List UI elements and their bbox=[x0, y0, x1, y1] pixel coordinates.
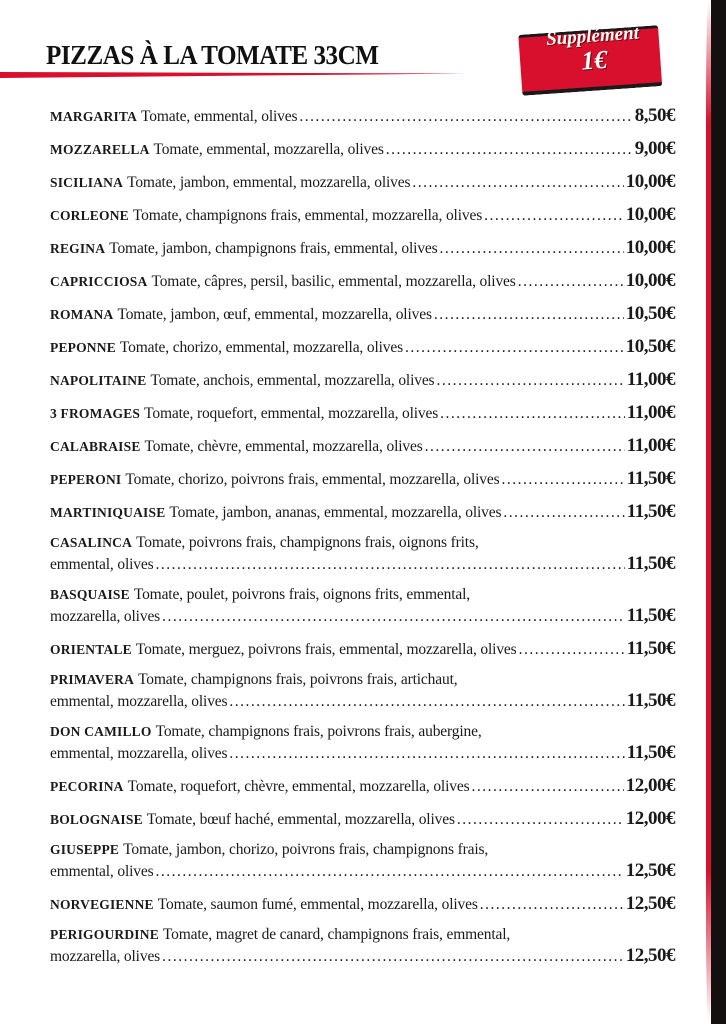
menu-item-line bbox=[50, 808, 675, 827]
pizza-price: 12,00€ bbox=[625, 808, 675, 829]
pizza-price: 11,50€ bbox=[626, 690, 675, 711]
pizza-name: PERIGOURDINE bbox=[50, 927, 159, 942]
dot-leader bbox=[156, 556, 625, 574]
pizza-price: 11,00€ bbox=[626, 369, 675, 390]
pizza-name: CORLEONE bbox=[50, 208, 129, 223]
menu-item bbox=[50, 237, 675, 256]
menu-item-line bbox=[50, 336, 675, 355]
pizza-name: GIUSEPPE bbox=[50, 842, 120, 857]
pizza-name: PEPERONI bbox=[50, 472, 122, 487]
menu-item-line bbox=[50, 926, 675, 945]
pizza-price: 11,00€ bbox=[626, 402, 675, 423]
pizza-ingredients: Tomate, jambon, chorizo, poivrons frais, champignons frais, bbox=[123, 841, 489, 858]
menu-item bbox=[50, 138, 675, 157]
menu-item-line bbox=[50, 534, 675, 553]
dot-leader bbox=[457, 811, 624, 829]
menu-item-line bbox=[50, 303, 675, 322]
dot-leader bbox=[484, 207, 624, 225]
pizza-ingredients-continued: emmental, mozzarella, olives bbox=[50, 693, 228, 710]
dot-leader bbox=[471, 778, 623, 796]
black-edge-band bbox=[711, 0, 726, 1024]
pizza-menu-list bbox=[50, 105, 675, 978]
dot-leader bbox=[434, 306, 624, 324]
pizza-name: PRIMAVERA bbox=[50, 672, 135, 687]
pizza-ingredients: Tomate, jambon, emmental, mozzarella, olives bbox=[127, 174, 411, 191]
pizza-ingredients: Tomate, poivrons frais, champignons frais, oignons frits, bbox=[136, 534, 479, 551]
menu-item bbox=[50, 893, 675, 912]
pizza-ingredients: Tomate, roquefort, emmental, mozzarella, olives bbox=[144, 405, 439, 422]
pizza-price: 10,00€ bbox=[625, 237, 675, 258]
dot-leader bbox=[162, 608, 625, 626]
pizza-ingredients: Tomate, poulet, poivrons frais, oignons frits, emmental, bbox=[133, 586, 471, 603]
pizza-ingredients-continued: emmental, olives bbox=[50, 556, 154, 573]
pizza-ingredients-continued: emmental, mozzarella, olives bbox=[50, 745, 228, 762]
pizza-ingredients: Tomate, champignons frais, emmental, mozzarella, olives bbox=[132, 207, 483, 224]
menu-item bbox=[50, 534, 675, 572]
pizza-name: DON CAMILLO bbox=[50, 724, 152, 739]
pizza-ingredients: Tomate, saumon fumé, emmental, mozzarella, olives bbox=[157, 896, 478, 913]
menu-item-line bbox=[50, 171, 675, 190]
pizza-price: 11,50€ bbox=[626, 742, 675, 763]
badge-price: 1€ bbox=[580, 44, 609, 76]
menu-item bbox=[50, 270, 675, 289]
pizza-price: 11,50€ bbox=[626, 468, 675, 489]
menu-item bbox=[50, 105, 675, 124]
pizza-name: NAPOLITAINE bbox=[50, 373, 147, 388]
dot-leader bbox=[156, 863, 624, 881]
page-title: PIZZAS À LA TOMATE 33CM bbox=[46, 40, 379, 70]
menu-item-line bbox=[50, 105, 675, 124]
pizza-name: BOLOGNAISE bbox=[50, 812, 143, 827]
dot-leader bbox=[519, 641, 625, 659]
pizza-ingredients: Tomate, jambon, ananas, emmental, mozzarella, olives bbox=[169, 504, 502, 521]
pizza-price: 12,50€ bbox=[625, 945, 675, 966]
menu-item-line bbox=[50, 402, 675, 421]
menu-item-line bbox=[50, 690, 675, 709]
menu-item bbox=[50, 402, 675, 421]
menu-item bbox=[50, 586, 675, 624]
pizza-ingredients: Tomate, roquefort, chèvre, emmental, mozzarella, olives bbox=[127, 778, 470, 795]
pizza-name: CASALINCA bbox=[50, 535, 133, 550]
supplement-badge bbox=[518, 19, 662, 95]
pizza-name: ORIENTALE bbox=[50, 642, 132, 657]
pizza-name: MARTINIQUAISE bbox=[50, 505, 166, 520]
menu-item bbox=[50, 468, 675, 487]
pizza-ingredients: Tomate, magret de canard, champignons frais, emmental, bbox=[162, 926, 511, 943]
menu-item-line bbox=[50, 369, 675, 388]
pizza-ingredients: Tomate, champignons frais, poivrons frais, aubergine, bbox=[155, 723, 482, 740]
menu-item bbox=[50, 723, 675, 761]
menu-item-line bbox=[50, 553, 675, 572]
menu-item bbox=[50, 926, 675, 964]
dot-leader bbox=[412, 174, 623, 192]
pizza-name: PEPONNE bbox=[50, 340, 116, 355]
dot-leader bbox=[436, 372, 624, 390]
pizza-price: 12,50€ bbox=[625, 893, 675, 914]
pizza-name: SICILIANA bbox=[50, 175, 124, 190]
dot-leader bbox=[162, 948, 624, 966]
pizza-price: 12,00€ bbox=[625, 775, 675, 796]
dot-leader bbox=[501, 471, 624, 489]
pizza-price: 11,50€ bbox=[626, 501, 675, 522]
dot-leader bbox=[425, 438, 625, 456]
menu-item bbox=[50, 171, 675, 190]
pizza-ingredients: Tomate, emmental, mozzarella, olives bbox=[153, 141, 384, 158]
menu-item bbox=[50, 841, 675, 879]
pizza-price: 8,50€ bbox=[634, 105, 675, 126]
dot-leader bbox=[440, 240, 624, 258]
dot-leader bbox=[480, 896, 624, 914]
pizza-ingredients: Tomate, merguez, poivrons frais, emmental, mozzarella, olives bbox=[135, 641, 517, 658]
pizza-price: 11,50€ bbox=[626, 638, 675, 659]
pizza-price: 11,50€ bbox=[626, 605, 675, 626]
pizza-name: NORVEGIENNE bbox=[50, 897, 154, 912]
title-underline-swoosh bbox=[0, 71, 468, 78]
pizza-ingredients: Tomate, champignons frais, poivrons frais, artichaut, bbox=[138, 671, 458, 688]
pizza-ingredients-continued: mozzarella, olives bbox=[50, 608, 161, 625]
dot-leader bbox=[386, 141, 633, 159]
dot-leader bbox=[229, 745, 624, 763]
menu-item-line bbox=[50, 586, 675, 605]
pizza-ingredients-continued: mozzarella, olives bbox=[50, 948, 161, 965]
badge-label: Supplément bbox=[545, 22, 640, 50]
menu-item-line bbox=[50, 860, 675, 879]
menu-item-line bbox=[50, 270, 675, 289]
menu-item-line bbox=[50, 605, 675, 624]
menu-item bbox=[50, 204, 675, 223]
dot-leader bbox=[229, 693, 624, 711]
menu-item bbox=[50, 775, 675, 794]
pizza-ingredients-continued: emmental, olives bbox=[50, 863, 154, 880]
pizza-ingredients: Tomate, chorizo, emmental, mozzarella, olives bbox=[119, 339, 404, 356]
menu-item-line bbox=[50, 742, 675, 761]
menu-item-line bbox=[50, 138, 675, 157]
pizza-price: 10,00€ bbox=[625, 204, 675, 225]
pizza-ingredients: Tomate, chorizo, poivrons frais, emmental, mozzarella, olives bbox=[125, 471, 500, 488]
pizza-name: REGINA bbox=[50, 241, 106, 256]
pizza-ingredients: Tomate, chèvre, emmental, mozzarella, olives bbox=[144, 438, 423, 455]
menu-item bbox=[50, 435, 675, 454]
menu-item-line bbox=[50, 468, 675, 487]
pizza-price: 12,50€ bbox=[625, 860, 675, 881]
dot-leader bbox=[299, 108, 632, 126]
menu-item-line bbox=[50, 638, 675, 657]
pizza-name: CALABRAISE bbox=[50, 439, 141, 454]
pizza-name: MOZZARELLA bbox=[50, 142, 150, 157]
pizza-ingredients: Tomate, bœuf haché, emmental, mozzarella, olives bbox=[146, 811, 455, 828]
menu-item bbox=[50, 808, 675, 827]
menu-item-line bbox=[50, 841, 675, 860]
menu-item-line bbox=[50, 435, 675, 454]
pizza-price: 10,00€ bbox=[625, 171, 675, 192]
menu-item-line bbox=[50, 237, 675, 256]
pizza-price: 10,50€ bbox=[625, 336, 675, 357]
pizza-name: 3 FROMAGES bbox=[50, 406, 141, 421]
menu-item-line bbox=[50, 893, 675, 912]
pizza-name: MARGARITA bbox=[50, 109, 138, 124]
menu-item-line bbox=[50, 671, 675, 690]
dot-leader bbox=[518, 273, 624, 291]
pizza-name: PECORINA bbox=[50, 779, 124, 794]
pizza-ingredients: Tomate, jambon, œuf, emmental, mozzarella, olives bbox=[117, 306, 432, 323]
pizza-ingredients: Tomate, emmental, olives bbox=[141, 108, 298, 125]
menu-item bbox=[50, 501, 675, 520]
menu-item bbox=[50, 336, 675, 355]
menu-item-line bbox=[50, 775, 675, 794]
pizza-price: 11,50€ bbox=[626, 553, 675, 574]
pizza-price: 11,00€ bbox=[626, 435, 675, 456]
menu-item-line bbox=[50, 723, 675, 742]
pizza-name: BASQUAISE bbox=[50, 587, 130, 602]
menu-item bbox=[50, 303, 675, 322]
menu-item bbox=[50, 638, 675, 657]
dot-leader bbox=[503, 504, 624, 522]
menu-item-line bbox=[50, 501, 675, 520]
pizza-ingredients: Tomate, jambon, champignons frais, emmental, olives bbox=[109, 240, 438, 257]
pizza-ingredients: Tomate, câpres, persil, basilic, emmental, mozzarella, olives bbox=[151, 273, 516, 290]
dot-leader bbox=[440, 405, 625, 423]
pizza-name: CAPRICCIOSA bbox=[50, 274, 148, 289]
pizza-price: 10,00€ bbox=[625, 270, 675, 291]
pizza-price: 9,00€ bbox=[634, 138, 675, 159]
pizza-price: 10,50€ bbox=[625, 303, 675, 324]
menu-item bbox=[50, 671, 675, 709]
menu-item bbox=[50, 369, 675, 388]
pizza-ingredients: Tomate, anchois, emmental, mozzarella, olives bbox=[150, 372, 435, 389]
menu-item-line bbox=[50, 945, 675, 964]
dot-leader bbox=[405, 339, 624, 357]
menu-item-line bbox=[50, 204, 675, 223]
pizza-name: ROMANA bbox=[50, 307, 114, 322]
